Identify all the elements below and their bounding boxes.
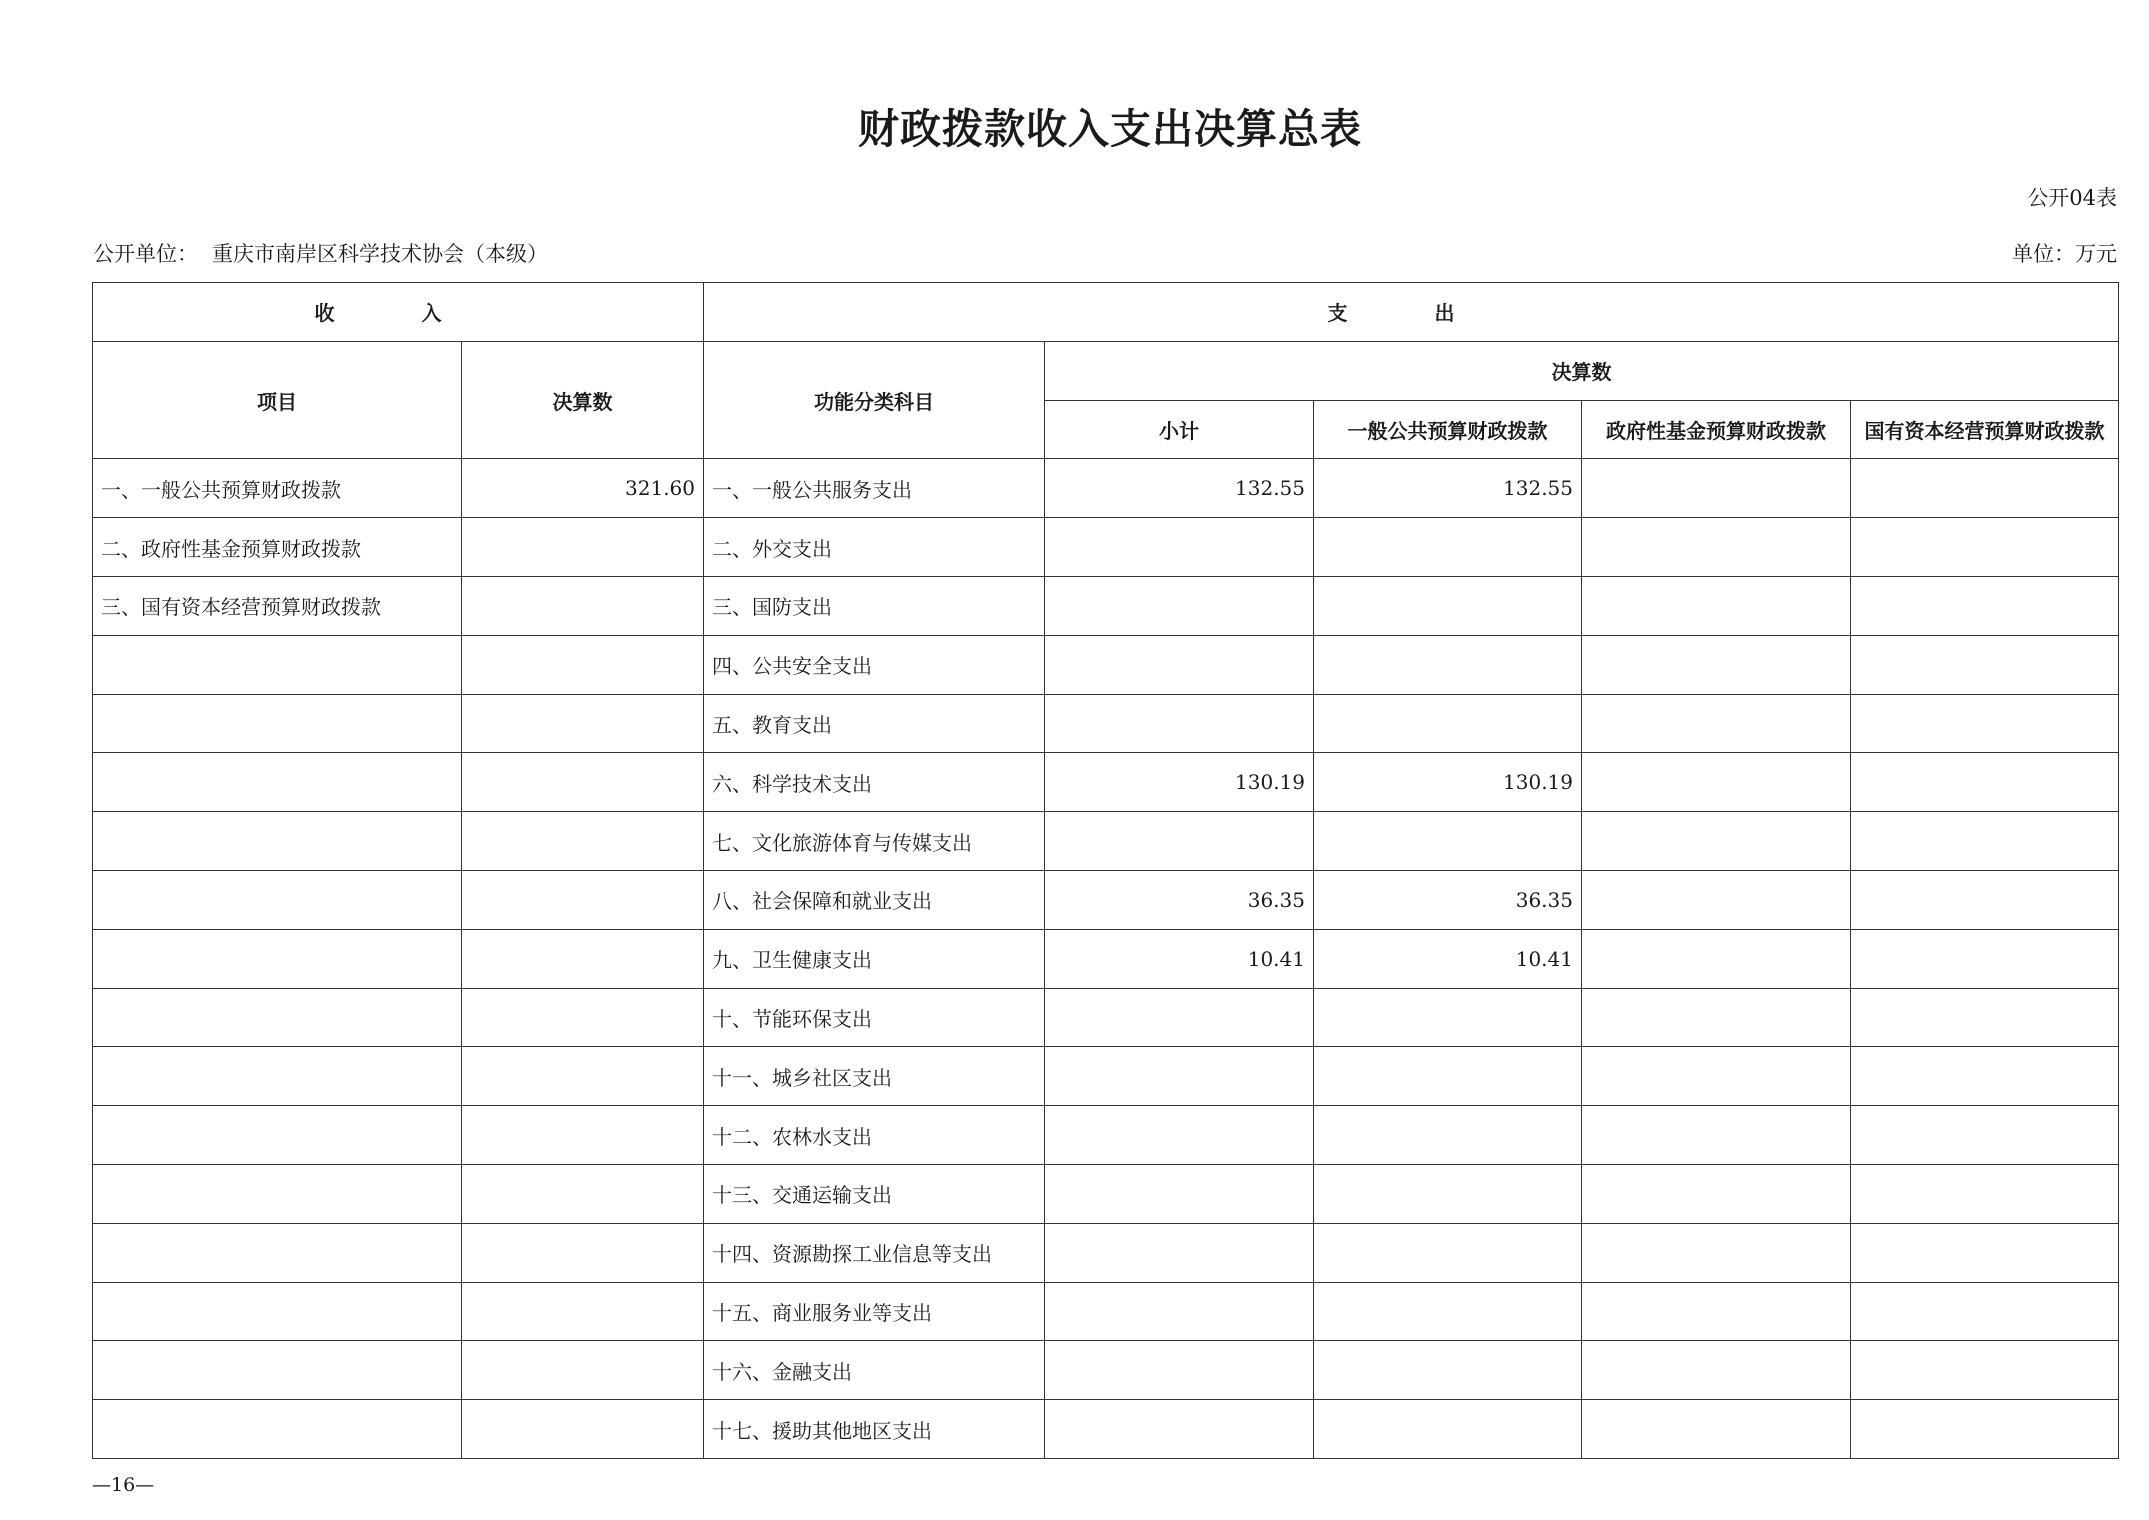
income-item-cell xyxy=(93,1223,462,1282)
gov-fund-cell xyxy=(1582,1400,1851,1459)
expense-item-cell: 九、卫生健康支出 xyxy=(704,929,1045,988)
expense-item-cell: 十一、城乡社区支出 xyxy=(704,1047,1045,1106)
page-number: —16— xyxy=(92,1474,155,1496)
general-public-cell xyxy=(1314,1223,1582,1282)
income-amount-cell xyxy=(462,635,704,694)
income-amount-cell xyxy=(462,753,704,812)
table-row xyxy=(93,988,2119,1047)
table-row xyxy=(93,1106,2119,1165)
general-public-header: 一般公共预算财政拨款 xyxy=(1314,400,1582,459)
income-amount-cell xyxy=(462,694,704,753)
subtotal-cell xyxy=(1045,1400,1314,1459)
page-title: 财政拨款收入支出决算总表 xyxy=(858,105,1362,153)
gov-fund-cell xyxy=(1582,694,1851,753)
state-capital-header: 国有资本经营预算财政拨款 xyxy=(1851,400,2119,459)
state-capital-cell xyxy=(1851,459,2119,518)
state-capital-cell xyxy=(1851,929,2119,988)
general-public-cell xyxy=(1314,576,1582,635)
subtotal-cell xyxy=(1045,1223,1314,1282)
state-capital-cell xyxy=(1851,1341,2119,1400)
state-capital-cell xyxy=(1851,1282,2119,1341)
subtotal-cell: 130.19 xyxy=(1045,753,1314,812)
income-amount-cell xyxy=(462,576,704,635)
state-capital-cell xyxy=(1851,518,2119,577)
table-row xyxy=(93,1047,2119,1106)
income-amount-cell xyxy=(462,988,704,1047)
income-amount-cell xyxy=(462,1400,704,1459)
income-item-cell xyxy=(93,1047,462,1106)
state-capital-cell xyxy=(1851,635,2119,694)
income-item-cell xyxy=(93,988,462,1047)
gov-fund-cell xyxy=(1582,870,1851,929)
income-amount-cell xyxy=(462,1047,704,1106)
table-row xyxy=(93,753,2119,812)
table-row xyxy=(93,1164,2119,1223)
expense-item-cell: 八、社会保障和就业支出 xyxy=(704,870,1045,929)
subtotal-cell xyxy=(1045,518,1314,577)
currency-unit: 单位：万元 xyxy=(2012,242,2117,266)
subtotal-cell: 132.55 xyxy=(1045,459,1314,518)
expense-item-cell: 二、外交支出 xyxy=(704,518,1045,577)
table-row xyxy=(93,812,2119,871)
gov-fund-cell xyxy=(1582,1223,1851,1282)
income-amount-cell xyxy=(462,870,704,929)
expense-item-cell: 十六、金融支出 xyxy=(704,1341,1045,1400)
table-row xyxy=(93,929,2119,988)
general-public-cell: 132.55 xyxy=(1314,459,1582,518)
income-amount-cell xyxy=(462,518,704,577)
state-capital-cell xyxy=(1851,694,2119,753)
table-body xyxy=(93,459,2119,1459)
expense-item-cell: 六、科学技术支出 xyxy=(704,753,1045,812)
reporting-unit xyxy=(93,238,548,268)
income-item-cell xyxy=(93,694,462,753)
gov-fund-cell xyxy=(1582,1282,1851,1341)
expense-item-cell: 十四、资源勘探工业信息等支出 xyxy=(704,1223,1045,1282)
budget-table xyxy=(92,282,2119,1459)
table-row xyxy=(93,1400,2119,1459)
general-public-cell: 130.19 xyxy=(1314,753,1582,812)
state-capital-cell xyxy=(1851,988,2119,1047)
general-public-cell: 10.41 xyxy=(1314,929,1582,988)
income-amount-cell xyxy=(462,1341,704,1400)
general-public-cell xyxy=(1314,1282,1582,1341)
subtotal-cell xyxy=(1045,1282,1314,1341)
gov-fund-cell xyxy=(1582,1341,1851,1400)
expense-item-cell: 十五、商业服务业等支出 xyxy=(704,1282,1045,1341)
subtotal-cell xyxy=(1045,694,1314,753)
general-public-cell xyxy=(1314,694,1582,753)
gov-fund-cell xyxy=(1582,518,1851,577)
table-row xyxy=(93,459,2119,518)
general-public-cell xyxy=(1314,1106,1582,1165)
expense-item-cell: 四、公共安全支出 xyxy=(704,635,1045,694)
income-amount-cell xyxy=(462,1223,704,1282)
expense-item-cell: 七、文化旅游体育与传媒支出 xyxy=(704,812,1045,871)
table-row xyxy=(93,1223,2119,1282)
subtotal-cell xyxy=(1045,812,1314,871)
state-capital-cell xyxy=(1851,812,2119,871)
subtotal-cell xyxy=(1045,1106,1314,1165)
table-row xyxy=(93,518,2119,577)
subtotal-cell xyxy=(1045,1047,1314,1106)
income-item-cell xyxy=(93,870,462,929)
gov-fund-cell xyxy=(1582,812,1851,871)
gov-fund-cell xyxy=(1582,576,1851,635)
income-item-cell: 三、国有资本经营预算财政拨款 xyxy=(93,576,462,635)
general-public-cell xyxy=(1314,635,1582,694)
income-amount-cell xyxy=(462,1106,704,1165)
expense-item-cell: 五、教育支出 xyxy=(704,694,1045,753)
gov-fund-cell xyxy=(1582,1106,1851,1165)
gov-fund-cell xyxy=(1582,753,1851,812)
table-row xyxy=(93,635,2119,694)
income-item-cell xyxy=(93,1106,462,1165)
income-item-cell xyxy=(93,1400,462,1459)
gov-fund-cell xyxy=(1582,988,1851,1047)
final-amount-header: 决算数 xyxy=(1045,341,2119,400)
expense-item-cell: 十七、援助其他地区支出 xyxy=(704,1400,1045,1459)
state-capital-cell xyxy=(1851,1164,2119,1223)
state-capital-cell xyxy=(1851,1400,2119,1459)
gov-fund-cell xyxy=(1582,1047,1851,1106)
income-item-cell xyxy=(93,1164,462,1223)
income-amount-cell: 321.60 xyxy=(462,459,704,518)
state-capital-cell xyxy=(1851,576,2119,635)
general-public-cell xyxy=(1314,812,1582,871)
general-public-cell xyxy=(1314,988,1582,1047)
income-amount-cell xyxy=(462,1282,704,1341)
income-item-cell: 二、政府性基金预算财政拨款 xyxy=(93,518,462,577)
income-item-cell xyxy=(93,635,462,694)
income-item-cell xyxy=(93,929,462,988)
income-header: 收 入 xyxy=(93,283,704,342)
income-amount-cell xyxy=(462,1164,704,1223)
unit-label: 公开单位： xyxy=(93,242,198,266)
gov-fund-cell xyxy=(1582,635,1851,694)
gov-fund-header: 政府性基金预算财政拨款 xyxy=(1582,400,1851,459)
subtotal-cell: 10.41 xyxy=(1045,929,1314,988)
gov-fund-cell xyxy=(1582,929,1851,988)
amount-header: 决算数 xyxy=(462,341,704,459)
subtotal-cell: 36.35 xyxy=(1045,870,1314,929)
state-capital-cell xyxy=(1851,1047,2119,1106)
income-amount-cell xyxy=(462,812,704,871)
table-row xyxy=(93,694,2119,753)
state-capital-cell xyxy=(1851,753,2119,812)
subtotal-cell xyxy=(1045,1341,1314,1400)
expense-item-cell: 十三、交通运输支出 xyxy=(704,1164,1045,1223)
subtotal-cell xyxy=(1045,988,1314,1047)
expense-item-cell: 三、国防支出 xyxy=(704,576,1045,635)
subtotal-header: 小计 xyxy=(1045,400,1314,459)
expense-item-cell: 十、节能环保支出 xyxy=(704,988,1045,1047)
state-capital-cell xyxy=(1851,1223,2119,1282)
subtotal-cell xyxy=(1045,576,1314,635)
state-capital-cell xyxy=(1851,1106,2119,1165)
item-header: 项目 xyxy=(93,341,462,459)
function-class-header: 功能分类科目 xyxy=(704,341,1045,459)
subtotal-cell xyxy=(1045,1164,1314,1223)
income-item-cell: 一、一般公共预算财政拨款 xyxy=(93,459,462,518)
form-number: 公开04表 xyxy=(2027,186,2117,210)
income-amount-cell xyxy=(462,929,704,988)
expense-item-cell: 一、一般公共服务支出 xyxy=(704,459,1045,518)
table-row xyxy=(93,1282,2119,1341)
unit-name: 重庆市南岸区科学技术协会（本级） xyxy=(212,242,548,266)
table-row xyxy=(93,870,2119,929)
income-item-cell xyxy=(93,1341,462,1400)
general-public-cell xyxy=(1314,1164,1582,1223)
gov-fund-cell xyxy=(1582,1164,1851,1223)
expense-header: 支 出 xyxy=(704,283,2119,342)
general-public-cell xyxy=(1314,1341,1582,1400)
table-row xyxy=(93,1341,2119,1400)
expense-item-cell: 十二、农林水支出 xyxy=(704,1106,1045,1165)
table-row xyxy=(93,576,2119,635)
general-public-cell xyxy=(1314,518,1582,577)
income-item-cell xyxy=(93,1282,462,1341)
gov-fund-cell xyxy=(1582,459,1851,518)
subtotal-cell xyxy=(1045,635,1314,694)
income-item-cell xyxy=(93,753,462,812)
general-public-cell: 36.35 xyxy=(1314,870,1582,929)
state-capital-cell xyxy=(1851,870,2119,929)
general-public-cell xyxy=(1314,1047,1582,1106)
general-public-cell xyxy=(1314,1400,1582,1459)
income-item-cell xyxy=(93,812,462,871)
